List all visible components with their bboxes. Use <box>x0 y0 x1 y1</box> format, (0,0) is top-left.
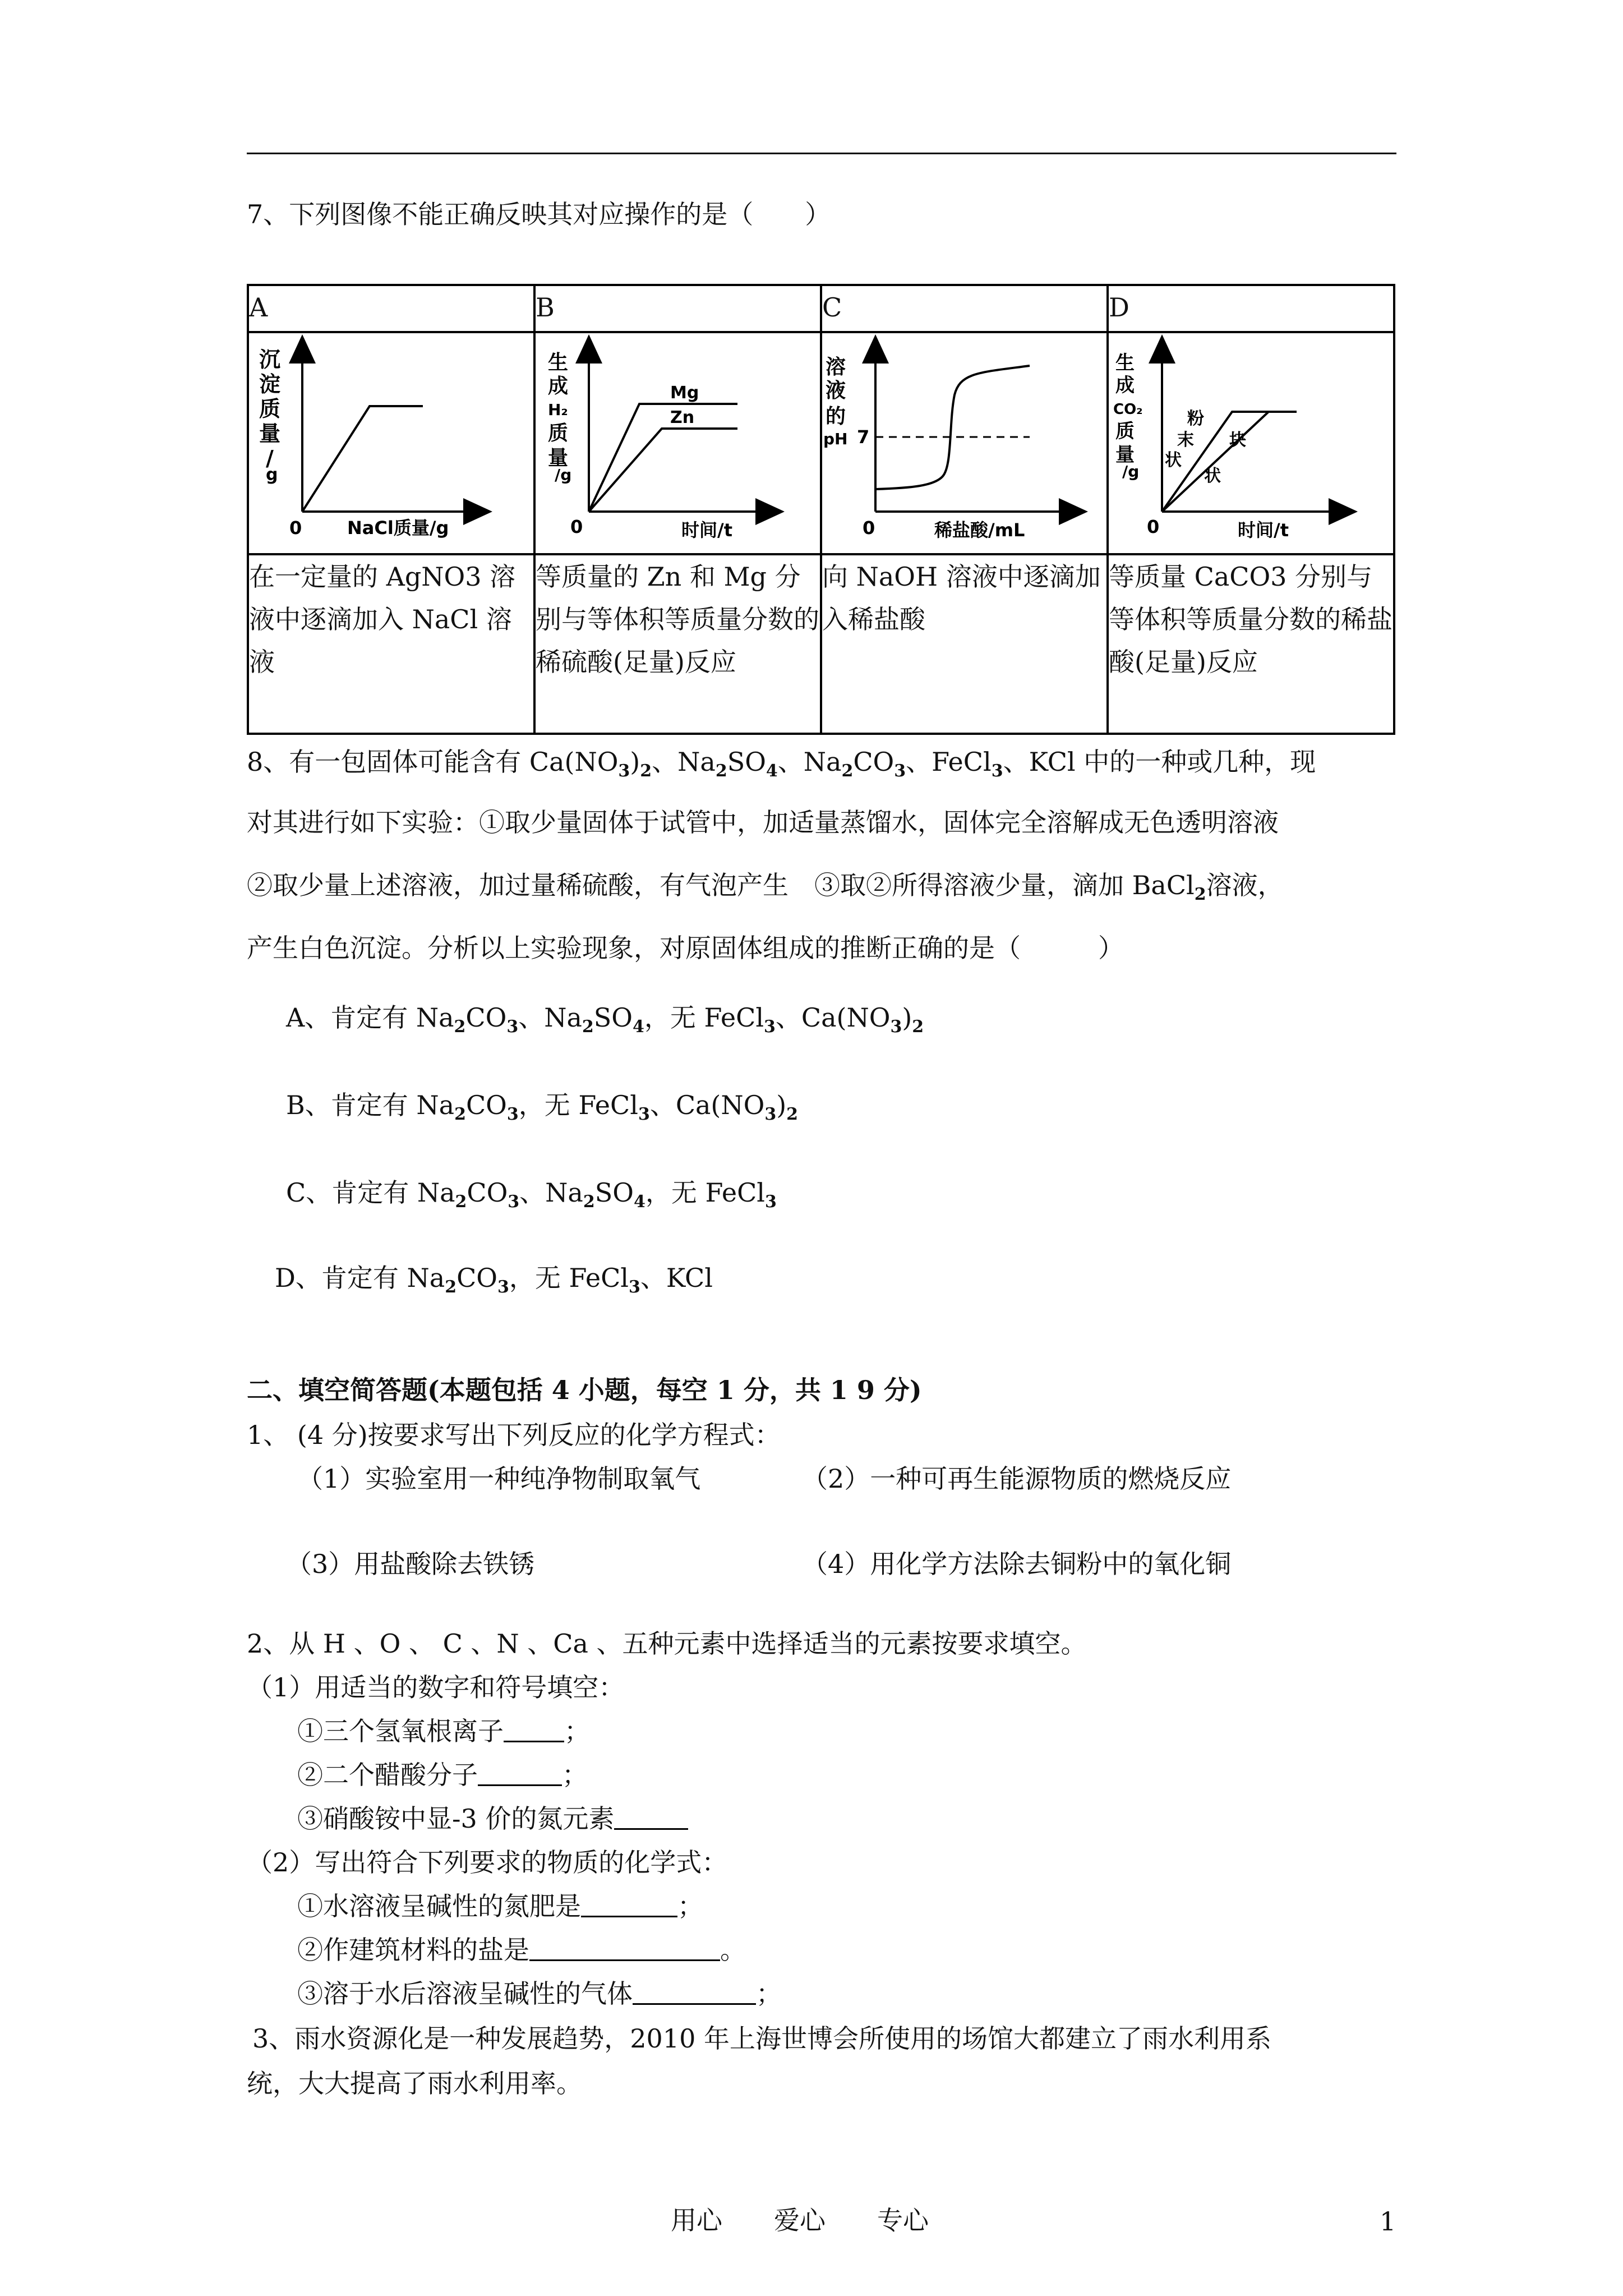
graph-a-y-label-4: 量 <box>259 421 281 446</box>
graph-a-origin: 0 <box>289 517 302 539</box>
s2-q2-p2-item-3: ③溶于水后溶液呈碱性的气体 ； <box>297 1978 782 2009</box>
graph-c-y-label-3: 的 <box>826 405 846 428</box>
graph-c-origin: 0 <box>863 517 875 539</box>
page-number: 1 <box>1380 2206 1396 2237</box>
s2-q1-stem: 1、 (4 分)按要求写出下列反应的化学方程式： <box>247 1420 781 1450</box>
s2-q1-item-4: （4）用化学方法除去铜粉中的氧化铜 <box>802 1549 1232 1579</box>
graph-b-y-label-3: H₂ <box>548 401 568 419</box>
graph-d-curve-powder <box>1162 412 1297 512</box>
answer-blank[interactable] <box>504 1715 564 1742</box>
graph-c-y-label-4: pH <box>823 430 848 448</box>
question-8-option-b: B、肯定有 $Na_2CO_3$，无 FeCl$_3$、$Ca(NO_3)_2$ <box>286 1090 799 1124</box>
question-8-option-c: C、肯定有 $Na_2CO_3$、$Na_2SO_4$，无 FeCl$_3$ <box>286 1177 777 1212</box>
s2-q2-p1-item-3: ③硝酸铵中显-3 价的氮元素 <box>297 1802 688 1835</box>
option-letter-d: D <box>1108 285 1394 332</box>
graph-c-x-label: 稀盐酸/mL <box>934 519 1025 541</box>
section-2-title: 二、填空简答题(本题包括 4 小题，每空 1 分，共 1 9 分) <box>247 1375 922 1405</box>
option-desc-a: 在一定量的 AgNO3 溶液中逐滴加入 NaCl 溶液 <box>248 554 534 734</box>
question-8-line-4: 产生白色沉淀。分析以上实验现象，对原固体组成的推断正确的是（ ） <box>247 933 1124 963</box>
s2-q1-item-2: （2）一种可再生能源物质的燃烧反应 <box>802 1464 1232 1494</box>
graph-b-y-label-4: 质 <box>548 422 569 445</box>
option-letter-c: C <box>821 285 1108 332</box>
question-8-line-3: ②取少量上述溶液，加过量稀硫酸，有气泡产生 ③取②所得溶液少量，滴加 BaCl$_2$溶液， <box>247 870 1284 904</box>
graph-d-label-lump-2: 状 <box>1204 466 1221 486</box>
s2-q3-line-1: 3、雨水资源化是一种发展趋势，2010 年上海世博会所使用的场馆大都建立了雨水利用系 <box>252 2023 1271 2054</box>
graph-d-label-powder-1: 粉 <box>1187 409 1204 429</box>
s2-q2-p1-item-1: ①三个氢氧根离子 ； <box>297 1716 590 1746</box>
graph-b-curve-mg <box>589 404 737 512</box>
option-letter-b: B <box>534 285 821 332</box>
graph-d-origin: 0 <box>1147 516 1160 537</box>
graph-b-y-label-2: 成 <box>548 375 569 398</box>
graph-b-y-label-6: /g <box>555 466 572 484</box>
graph-a-curve <box>302 406 423 512</box>
s2-q2-part-2: （2）写出符合下列要求的物质的化学式： <box>247 1847 728 1878</box>
s2-q2-p1-item-2: ②二个醋酸分子 ； <box>297 1760 588 1790</box>
letter-row <box>248 285 1394 332</box>
option-desc-d: 等质量 CaCO3 分别与等体积等质量分数的稀盐酸(足量)反应 <box>1108 554 1394 734</box>
graph-d-y-label-5: 量 <box>1115 444 1135 466</box>
s2-q3-line-2: 统，大大提高了雨水利用率。 <box>247 2068 582 2099</box>
footer-motto: 用心 爱心 专心 <box>671 2205 929 2235</box>
graph-d-y-label-3: CO₂ <box>1113 401 1143 418</box>
graph-b-label-zn: Zn <box>670 408 695 427</box>
graph-d-label-lump-1: 块 <box>1229 430 1246 450</box>
graph-d <box>1109 333 1392 541</box>
graph-b-y-label-1: 生 <box>548 351 569 374</box>
answer-blank[interactable] <box>581 1890 677 1917</box>
answer-blank[interactable] <box>478 1759 562 1786</box>
graph-a <box>249 333 532 541</box>
graph-a-x-label: NaCl质量/g <box>347 517 449 539</box>
graph-b-label-mg: Mg <box>670 383 699 403</box>
graph-a-y-label-1: 沉 <box>259 347 281 372</box>
graph-c-ph-7: 7 <box>857 426 870 448</box>
graph-d-curve-lump <box>1162 412 1297 512</box>
s2-q1-item-1: （1）实验室用一种纯净物制取氧气 <box>297 1464 701 1494</box>
graph-d-y-label-4: 质 <box>1115 420 1135 443</box>
graph-d-y-label-1: 生 <box>1115 352 1135 374</box>
question-7-table <box>247 284 1395 735</box>
graph-d-cell <box>1108 332 1394 554</box>
header-rule <box>247 153 1396 154</box>
graph-a-y-label-3: 质 <box>259 397 281 421</box>
question-8-line-2: 对其进行如下实验：①取少量固体于试管中，加适量蒸馏水，固体完全溶解成无色透明溶液 <box>247 807 1279 838</box>
graph-c-y-label-1: 溶 <box>826 356 846 379</box>
graph-b <box>536 333 819 541</box>
graph-a-y-label-2: 淀 <box>259 372 281 397</box>
graph-a-y-label-6: g <box>266 465 278 485</box>
option-desc-b: 等质量的 Zn 和 Mg 分别与等体积等质量分数的稀硫酸(足量)反应 <box>534 554 821 734</box>
answer-blank[interactable] <box>529 1934 720 1961</box>
question-8-option-a: A、肯定有 $Na_2CO_3$、$Na_2SO_4$，无 FeCl$_3$、$Ca(NO_3)_2$ <box>286 1002 924 1037</box>
graph-d-label-powder-2: 末 <box>1177 430 1194 450</box>
graph-a-y-label-5: / <box>266 446 274 471</box>
graph-a-cell <box>248 332 534 554</box>
graph-b-origin: 0 <box>570 516 583 537</box>
s2-q2-part-1: （1）用适当的数字和符号填空： <box>247 1672 625 1703</box>
chart-row <box>248 332 1394 554</box>
graph-d-label-powder-3: 状 <box>1165 450 1182 470</box>
graph-b-cell <box>534 332 821 554</box>
description-row <box>248 554 1394 734</box>
s2-q2-stem: 2、从 H 、O 、 C 、N 、Ca 、五种元素中选择适当的元素按要求填空。 <box>247 1628 1087 1659</box>
s2-q1-item-3: （3）用盐酸除去铁锈 <box>286 1549 535 1579</box>
graph-c-cell <box>821 332 1108 554</box>
answer-blank[interactable] <box>633 1977 756 2005</box>
option-letter-a: A <box>248 285 534 332</box>
question-7-stem: 7、下列图像不能正确反映其对应操作的是（ ） <box>247 199 831 229</box>
graph-b-y-label-5: 量 <box>548 447 569 470</box>
graph-b-curve-zn <box>589 429 737 512</box>
graph-d-y-label-6: /g <box>1122 462 1140 481</box>
graph-d-y-label-2: 成 <box>1115 374 1135 397</box>
graph-c <box>822 333 1105 541</box>
graph-c-y-label-2: 液 <box>826 379 846 402</box>
s2-q2-p2-item-2: ②作建筑材料的盐是 。 <box>297 1935 746 1965</box>
answer-blank[interactable] <box>614 1802 688 1830</box>
graph-b-x-label: 时间/t <box>681 519 732 541</box>
option-desc-c: 向 NaOH 溶液中逐滴加入稀盐酸 <box>821 554 1108 734</box>
graph-d-x-label: 时间/t <box>1238 519 1289 541</box>
graph-c-curve <box>875 366 1030 489</box>
question-8-line-1: 8、有一包固体可能含有 $Ca(NO_3)_2$、$Na_2SO_4$、$Na_2CO_3$、FeCl$_3$、KCl 中的一种或几种，现 <box>247 747 1316 781</box>
s2-q2-p2-item-1: ①水溶液呈碱性的氮肥是 ； <box>297 1891 703 1921</box>
question-8-option-d: D、肯定有 $Na_2CO_3$，无 FeCl$_3$、KCl <box>275 1263 713 1297</box>
